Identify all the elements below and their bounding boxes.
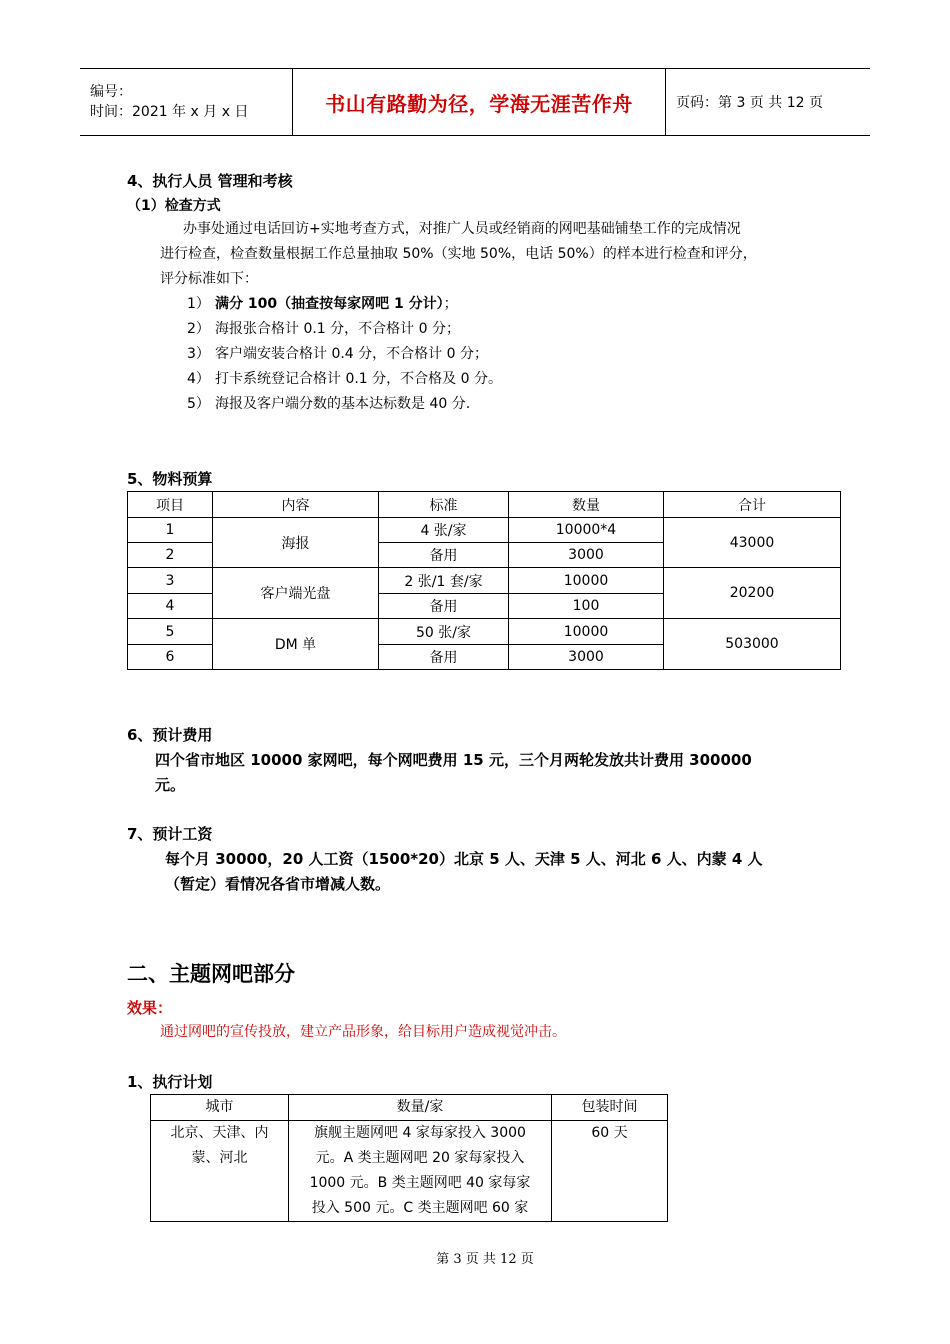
section7-title: 7、预计工资	[127, 825, 213, 843]
section7-line1: 每个月 30000，20 人工资（1500*20）北京 5 人、天津 5 人、河北 6 人、内蒙 4 人	[165, 850, 763, 868]
section5-title: 5、物料预算	[127, 470, 213, 488]
table-header-cell: 城市	[151, 1095, 289, 1121]
table-row	[128, 518, 841, 543]
list-item-text: 海报张合格计 0.1 分，不合格计 0 分；	[215, 321, 460, 337]
list-item-suffix: ；	[443, 296, 458, 312]
section4-para-line1: 办事处通过电话回访+实地考查方式，对推广人员或经销商的网吧基础铺垫工作的完成情况	[183, 221, 741, 237]
table-header-cell: 项目	[128, 492, 213, 518]
table-cell-city	[151, 1121, 289, 1222]
table-cell-total: 43000	[664, 518, 841, 568]
table-cell-qty: 3000	[509, 543, 664, 568]
city-line: 蒙、河北	[191, 1150, 248, 1166]
list-item-number: 1）	[187, 296, 210, 312]
header-motto: 书山有路勤为径，学海无涯苦作舟	[293, 69, 666, 136]
table-cell-id: 2	[128, 543, 213, 568]
section4-para-line2: 进行检查，检查数量根据工作总量抽取 50%（实地 50%，电话 50%）的样本进行检查和评分，	[160, 246, 757, 262]
list-item	[187, 392, 470, 417]
table-cell-standard: 备用	[379, 594, 509, 619]
list-item-number: 2）	[187, 321, 210, 337]
list-item-number: 5）	[187, 396, 210, 412]
table-header-cell: 包装时间	[552, 1095, 668, 1121]
table-cell-total: 20200	[664, 568, 841, 619]
table-header-cell: 数量/家	[289, 1095, 552, 1121]
list-item-number: 4）	[187, 371, 210, 387]
table-cell-id: 6	[128, 645, 213, 670]
table-row	[128, 568, 841, 594]
table-cell-time: 60 天	[552, 1121, 668, 1222]
table-cell-id: 5	[128, 619, 213, 645]
table-cell-qty	[289, 1121, 552, 1222]
section6-line1: 四个省市地区 10000 家网吧，每个网吧费用 15 元，三个月两轮发放共计费用 300000	[155, 751, 752, 769]
table-row	[151, 1121, 668, 1222]
table-cell-id: 1	[128, 518, 213, 543]
table-cell-standard: 50 张/家	[379, 619, 509, 645]
qty-line: 元。A 类主题网吧 20 家每家投入	[315, 1150, 525, 1166]
list-item-text: 海报及客户端分数的基本达标数是 40 分.	[215, 396, 471, 412]
section6-line2: 元。	[155, 776, 186, 794]
table-cell-id: 4	[128, 594, 213, 619]
table-cell-qty: 10000	[509, 619, 664, 645]
section7-line2: （暂定）看情况各省市增减人数。	[165, 875, 391, 893]
list-item-number: 3）	[187, 346, 210, 362]
header-time: 时间：2021 年 x 月 x 日	[90, 104, 249, 120]
table-cell-content: DM 单	[213, 619, 379, 670]
part2-title: 二、主题网吧部分	[127, 962, 295, 986]
header-page-label: 页码：第 3 页 共 12 页	[666, 69, 871, 136]
page-header	[80, 68, 870, 136]
section4-para-line3: 评分标准如下：	[160, 271, 258, 287]
page-footer: 第 3 页 共 12 页	[436, 1252, 534, 1267]
list-item	[187, 317, 460, 342]
qty-line: 投入 500 元。C 类主题网吧 60 家	[311, 1200, 529, 1216]
table-header-cell: 数量	[509, 492, 664, 518]
table-header-cell: 内容	[213, 492, 379, 518]
header-meta	[80, 69, 293, 136]
city-line: 北京、天津、内	[170, 1125, 269, 1141]
section6-title: 6、预计费用	[127, 726, 213, 744]
material-budget-table	[127, 491, 841, 670]
table-cell-id: 3	[128, 568, 213, 594]
table-cell-standard: 2 张/1 套/家	[379, 568, 509, 594]
list-item-text: 打卡系统登记合格计 0.1 分，不合格及 0 分。	[215, 371, 502, 387]
list-item	[187, 367, 502, 392]
effect-label: 效果：	[127, 999, 173, 1017]
effect-text: 通过网吧的宣传投放，建立产品形象，给目标用户造成视觉冲击。	[160, 1024, 566, 1040]
table-header-cell: 合计	[664, 492, 841, 518]
table-header-row	[128, 492, 841, 518]
table-cell-content: 客户端光盘	[213, 568, 379, 619]
table-cell-standard: 备用	[379, 543, 509, 568]
table-header-cell: 标准	[379, 492, 509, 518]
list-item	[187, 292, 458, 317]
execution-plan-table	[150, 1094, 668, 1222]
list-item-text: 客户端安装合格计 0.4 分，不合格计 0 分；	[215, 346, 488, 362]
list-item-text: 满分 100（抽查按每家网吧 1 分计）	[215, 296, 444, 312]
list-item	[187, 342, 488, 367]
table-cell-qty: 100	[509, 594, 664, 619]
section4-subtitle: （1）检查方式	[127, 198, 221, 214]
table-cell-qty: 3000	[509, 645, 664, 670]
table-cell-standard: 备用	[379, 645, 509, 670]
qty-line: 1000 元。B 类主题网吧 40 家每家	[309, 1175, 531, 1191]
table-header-row	[151, 1095, 668, 1121]
table-cell-qty: 10000*4	[509, 518, 664, 543]
section4-title: 4、执行人员 管理和考核	[127, 172, 293, 190]
table-cell-total: 503000	[664, 619, 841, 670]
table-cell-content: 海报	[213, 518, 379, 568]
table-cell-qty: 10000	[509, 568, 664, 594]
header-number: 编号：	[90, 84, 132, 100]
table-row	[128, 619, 841, 645]
table-cell-standard: 4 张/家	[379, 518, 509, 543]
plan-title: 1、执行计划	[127, 1073, 213, 1091]
qty-line: 旗舰主题网吧 4 家每家投入 3000	[314, 1125, 526, 1141]
